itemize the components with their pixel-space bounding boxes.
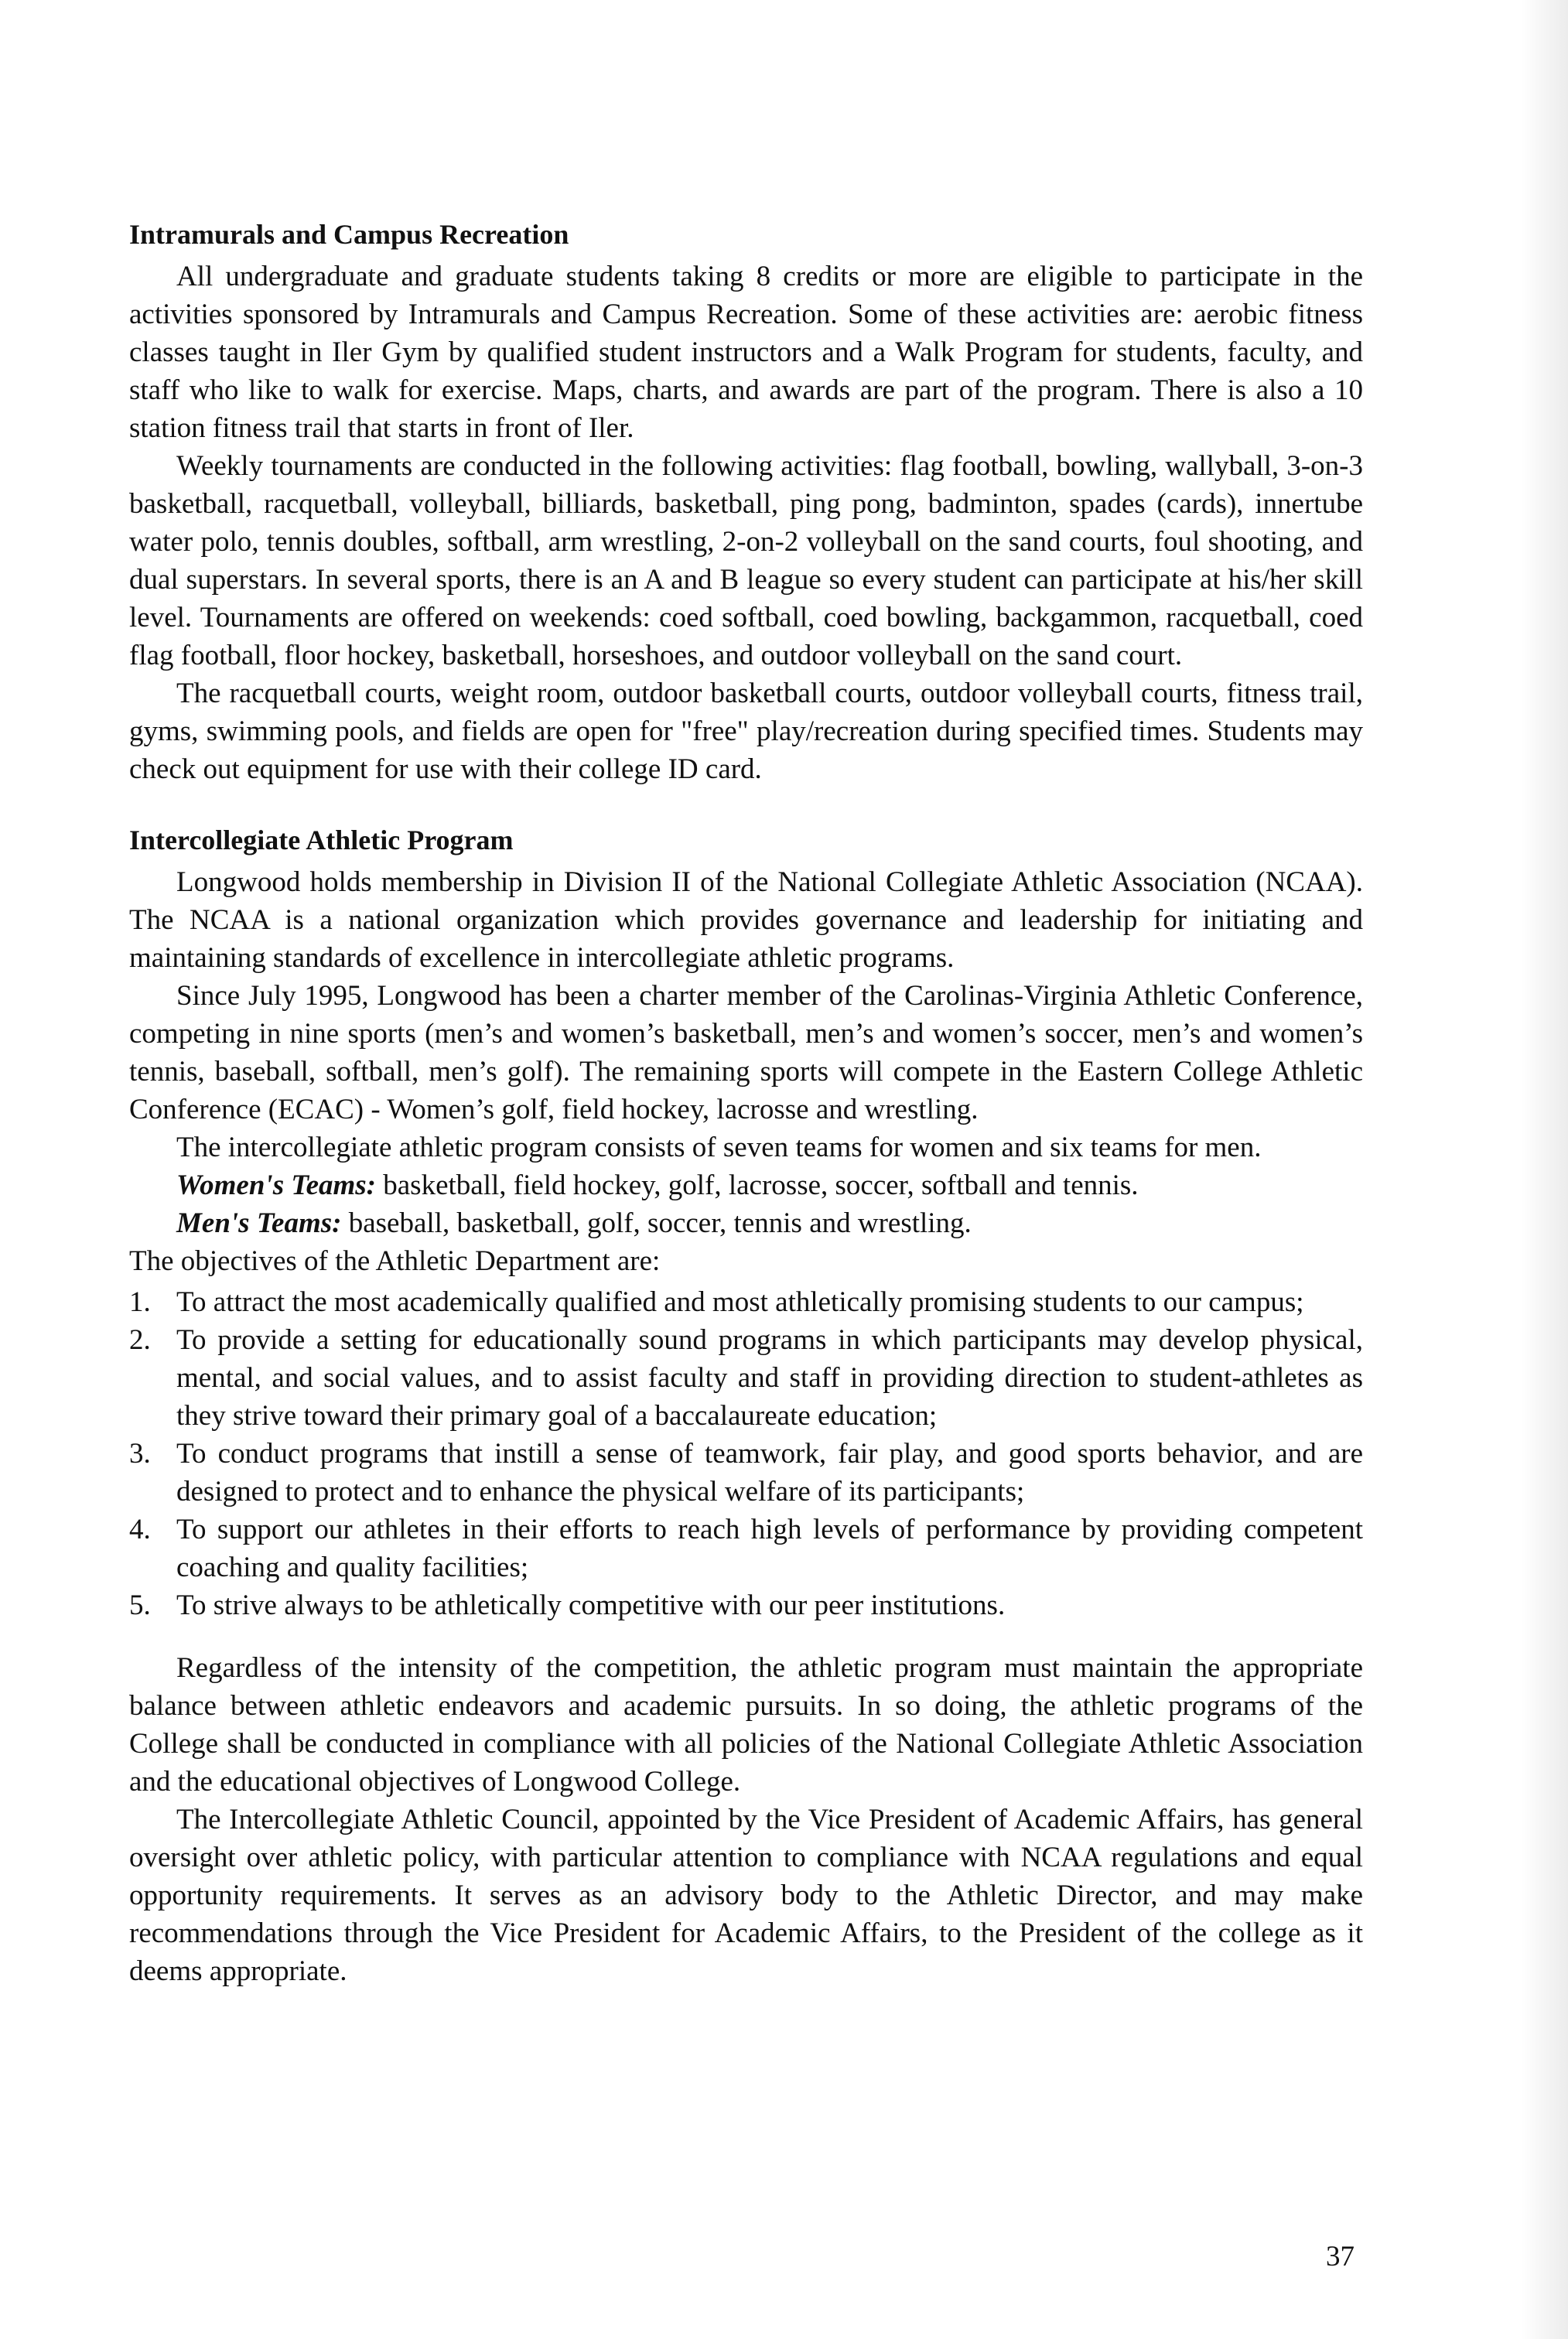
paragraph: Weekly tournaments are conducted in the following activities: flag football, bowling, wallyball, 3-on-3 basketball, racquetball, volleyball, billiards, basketball, ping pong, badminton, spades (cards), innertube water polo, tennis doubles, softball, arm wrestling, 2-on-2 volleyball on the sand courts, foul shooting, and dual superstars. In several sports, there is an A and B league so every student can participate at his/her skill level. Tournaments are offered on weekends: coed softball, coed bowling, backgammon, racquetball, coed flag football, floor hockey, basketball, horseshoes, and outdoor volleyball on the sand court.: [129, 449, 1363, 671]
mens-teams-line: [129, 1204, 1363, 1242]
list-item: [129, 1435, 1363, 1511]
paragraph: The intercollegiate athletic program consists of seven teams for women and six teams for men.: [176, 1131, 1262, 1163]
paragraph: Regardless of the intensity of the competition, the athletic program must maintain the appropriate balance between athletic endeavors and academic pursuits. In so doing, the athletic programs of the College shall be conducted in compliance with all policies of the National Collegiate Athletic Association and the educational objectives of Longwood College.: [129, 1651, 1363, 1798]
list-item: [129, 1586, 1363, 1624]
section-heading-athletic: Intercollegiate Athletic Program: [129, 824, 514, 855]
page-content: [129, 217, 1363, 1990]
athletic-section: [129, 822, 1363, 1990]
list-item: [129, 1321, 1363, 1435]
womens-teams-text: basketball, field hockey, golf, lacrosse, soccer, softball and tennis.: [376, 1169, 1139, 1201]
list-item-text: To attract the most academically qualified and most athletically promising students to our campus;: [176, 1286, 1304, 1318]
closing-paragraphs: [129, 1649, 1363, 1990]
paragraph: Since July 1995, Longwood has been a charter member of the Carolinas-Virginia Athletic Conference, competing in nine sports (men’s and women’s basketball, men’s and women’s soccer, men’s and women’s tennis, baseball, softball, men’s golf). The remaining sports will compete in the Eastern College Athletic Conference (ECAC) - Women’s golf, field hockey, lacrosse and wrestling.: [129, 979, 1363, 1125]
list-item-number: 1.: [129, 1286, 151, 1318]
paragraph: All undergraduate and graduate students taking 8 credits or more are eligible to participate in the activities sponsored by Intramurals and Campus Recreation. Some of these activities are: aerobic fitness classes taught in Iler Gym by qualified student instructors and a Walk Program for students, faculty, and staff who like to walk for exercise. Maps, charts, and awards are part of the program. There is also a 10 station fitness trail that starts in front of Iler.: [129, 260, 1363, 444]
list-item-number: 3.: [129, 1437, 151, 1470]
intramurals-section: [129, 217, 1363, 788]
page-number: 37: [1326, 2241, 1354, 2272]
mens-teams-label: Men's Teams:: [176, 1207, 342, 1239]
list-item-number: 4.: [129, 1513, 151, 1545]
page-edge-shadow: [1522, 0, 1568, 2339]
list-item: [129, 1283, 1363, 1321]
paragraph: The racquetball courts, weight room, outdoor basketball courts, outdoor volleyball courts, fitness trail, gyms, swimming pools, and fields are open for "free" play/recreation during specified times. Students may check out equipment for use with their college ID card.: [129, 677, 1363, 785]
list-item-text: To support our athletes in their efforts to reach high levels of performance by providing competent coaching and quality facilities;: [176, 1513, 1363, 1583]
list-item: [129, 1511, 1363, 1586]
paragraph: Longwood holds membership in Division II of the National Collegiate Athletic Association (NCAA). The NCAA is a national organization which provides governance and leadership for initiating and maintaining standards of excellence in intercollegiate athletic programs.: [129, 866, 1363, 974]
objectives-list: [129, 1283, 1363, 1624]
section-heading-intramurals: Intramurals and Campus Recreation: [129, 219, 569, 250]
list-item-number: 2.: [129, 1323, 151, 1356]
womens-teams-line: [129, 1166, 1363, 1204]
list-item-text: To strive always to be athletically competitive with our peer institutions.: [176, 1589, 1006, 1621]
list-item-number: 5.: [129, 1589, 151, 1621]
list-item-text: To conduct programs that instill a sense of teamwork, fair play, and good sports behavior, and are designed to protect and to enhance the physical welfare of its participants;: [176, 1437, 1363, 1508]
objectives-intro: The objectives of the Athletic Department are:: [129, 1245, 661, 1277]
paragraph: The Intercollegiate Athletic Council, appointed by the Vice President of Academic Affairs, has general oversight over athletic policy, with particular attention to compliance with NCAA regulations and equal opportunity requirements. It serves as an advisory body to the Athletic Director, and may make recommendations through the Vice President for Academic Affairs, to the President of the college as it deems appropriate.: [129, 1803, 1363, 1987]
list-item-text: To provide a setting for educationally sound programs in which participants may develop physical, mental, and social values, and to assist faculty and staff in providing direction to student-athletes as they strive toward their primary goal of a baccalaureate education;: [176, 1323, 1363, 1432]
womens-teams-label: Women's Teams:: [176, 1169, 376, 1201]
mens-teams-text: baseball, basketball, golf, soccer, tennis and wrestling.: [341, 1207, 972, 1239]
